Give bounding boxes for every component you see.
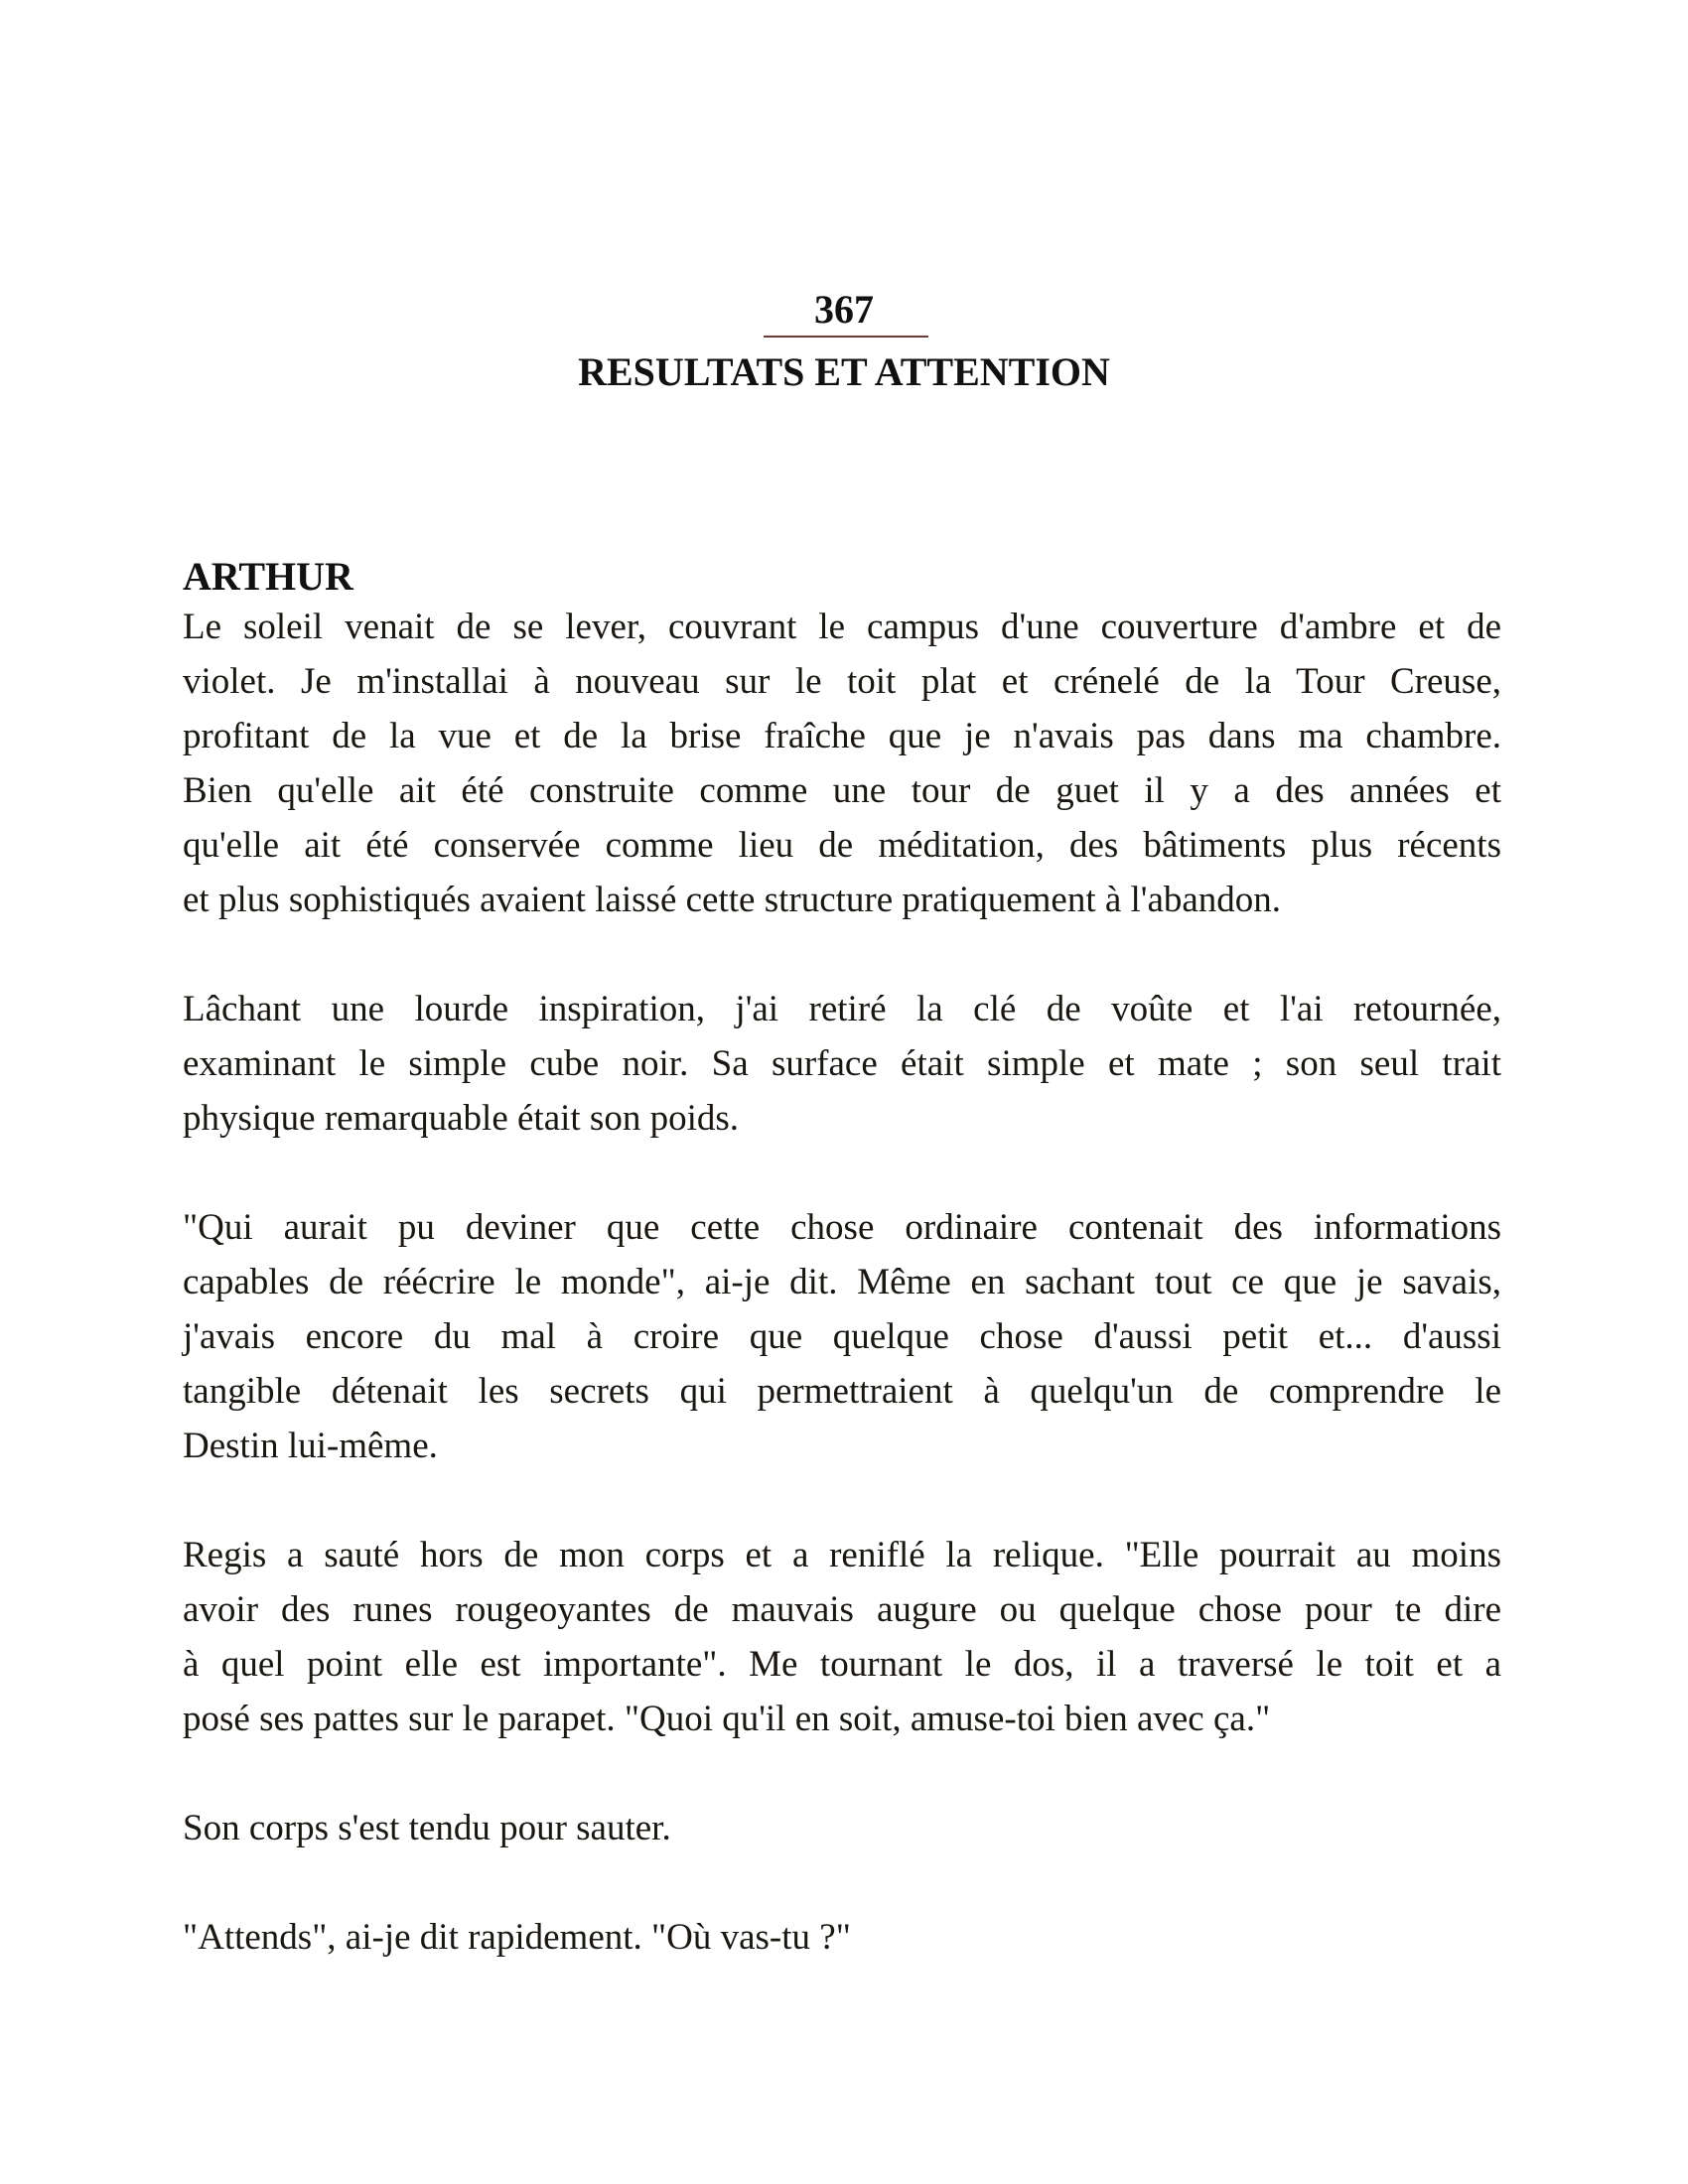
paragraph [183, 1801, 1501, 1855]
paragraph [183, 1910, 1501, 1965]
text-line: Son corps s'est tendu pour sauter. [183, 1808, 671, 1848]
text-line: Lâchant une lourde inspiration, j'ai retiré la clé de voûte et l'ai retournée, [183, 989, 1501, 1029]
chapter-title: RESULTATS ET ATTENTION [578, 349, 1110, 394]
text-line: "Attends", ai-je dit rapidement. "Où vas-tu ?" [183, 1917, 851, 1958]
text-line: avoir des runes rougeoyantes de mauvais augure ou quelque chose pour te dire [183, 1589, 1501, 1630]
text-line: examinant le simple cube noir. Sa surface était simple et mate ; son seul trait [183, 1043, 1501, 1084]
text-line: Le soleil venait de se lever, couvrant le campus d'une couverture d'ambre et de [183, 607, 1501, 647]
text-line: tangible détenait les secrets qui permettraient à quelqu'un de comprendre le [183, 1371, 1501, 1412]
text-line: physique remarquable était son poids. [183, 1098, 740, 1139]
text-line: et plus sophistiqués avaient laissé cette structure pratiquement à l'abandon. [183, 880, 1282, 920]
paragraph [183, 1528, 1501, 1746]
text-line: j'avais encore du mal à croire que quelque chose d'aussi petit et... d'aussi [183, 1316, 1501, 1357]
text-line: posé ses pattes sur le parapet. "Quoi qu'il en soit, amuse-toi bien avec ça." [183, 1699, 1271, 1739]
text-line: qu'elle ait été conservée comme lieu de méditation, des bâtiments plus récents [183, 825, 1501, 866]
text-line: Regis a sauté hors de mon corps et a reniflé la relique. "Elle pourrait au moins [183, 1535, 1501, 1575]
chapter-divider-rule [764, 336, 928, 338]
text-line: capables de réécrire le monde", ai-je dit. Même en sachant tout ce que je savais, [183, 1262, 1501, 1302]
pov-character-heading: ARTHUR [183, 554, 353, 599]
chapter-number: 367 [814, 287, 874, 332]
chapter-body [183, 554, 1501, 2019]
text-line: Bien qu'elle ait été construite comme une tour de guet il y a des années et [183, 770, 1501, 811]
text-line: "Qui aurait pu deviner que cette chose ordinaire contenait des informations [183, 1207, 1501, 1248]
paragraph [183, 982, 1501, 1146]
text-line: violet. Je m'installai à nouveau sur le toit plat et crénelé de la Tour Creuse, [183, 661, 1501, 702]
paragraph-list [183, 600, 1501, 1965]
text-line: Destin lui-même. [183, 1426, 438, 1466]
paragraph [183, 600, 1501, 927]
text-line: profitant de la vue et de la brise fraîche que je n'avais pas dans ma chambre. [183, 716, 1501, 756]
text-line: à quel point elle est importante". Me tournant le dos, il a traversé le toit et a [183, 1644, 1501, 1685]
paragraph [183, 1200, 1501, 1473]
